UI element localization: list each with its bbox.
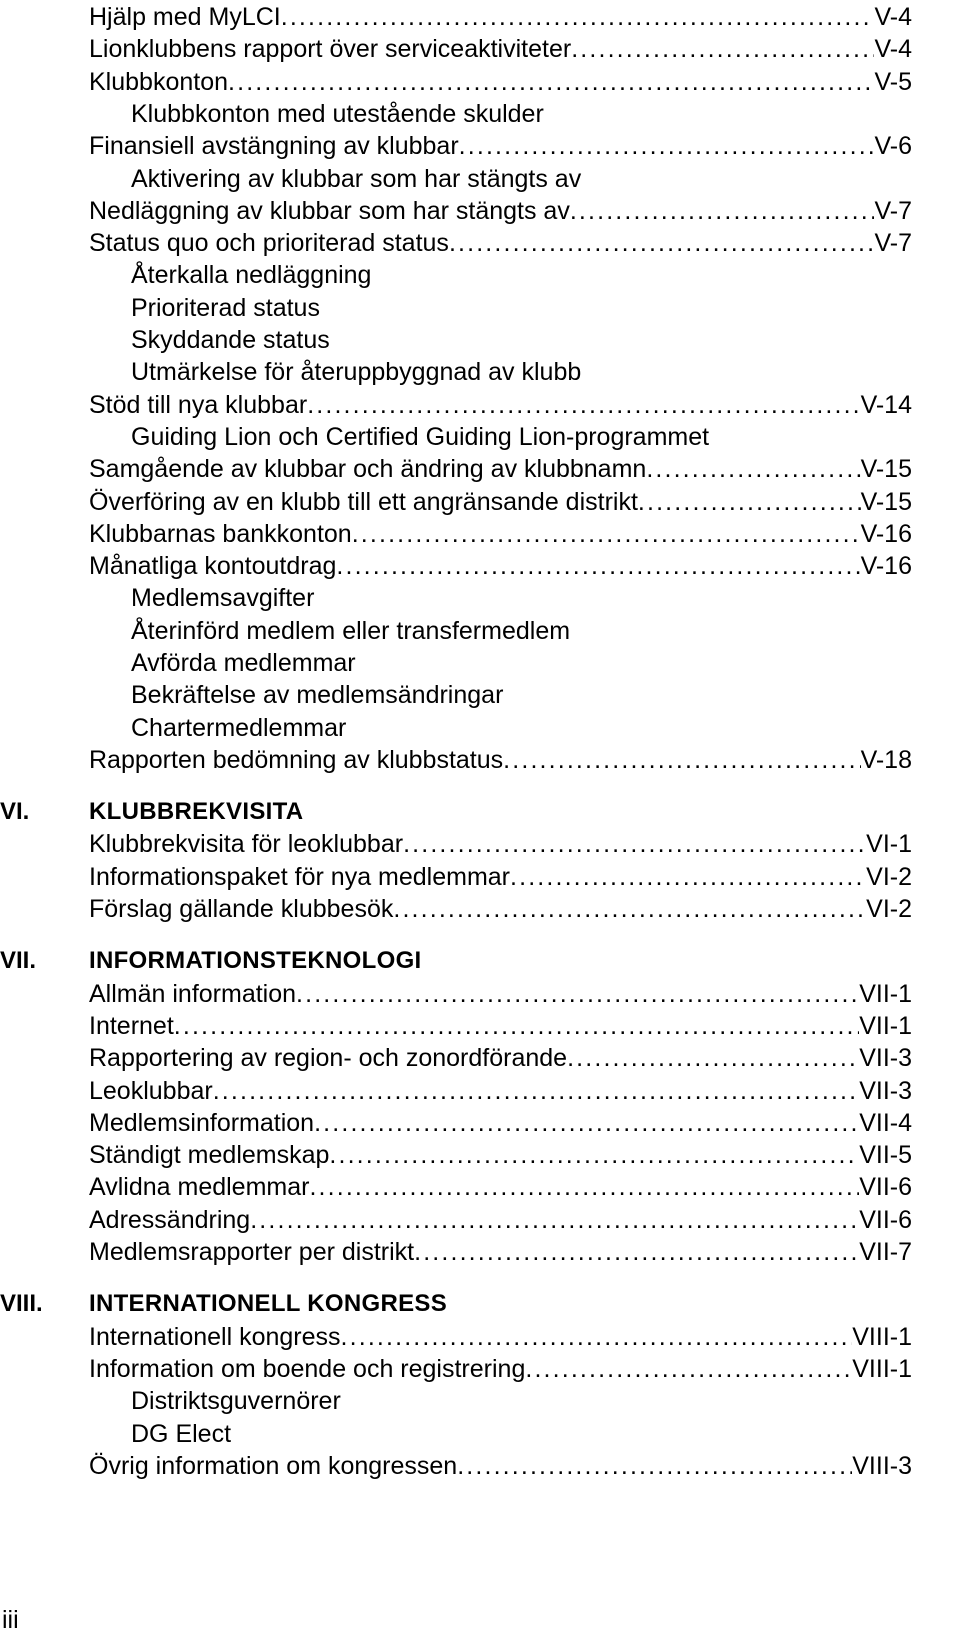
toc-entry[interactable]: [0, 1450, 960, 1482]
entry-title: Allmän information: [89, 980, 297, 1008]
toc-entry[interactable]: [0, 130, 960, 162]
entry-title: Stöd till nya klubbar: [89, 391, 308, 419]
entry-page-number: V-15: [860, 455, 912, 483]
entry-title: Ständigt medlemskap: [89, 1141, 330, 1169]
entry-page-number: V-16: [860, 552, 912, 580]
entry-title: Medlemsrapporter per distrikt: [89, 1238, 415, 1266]
entry-page-number: VIII-1: [852, 1323, 912, 1351]
dot-leader: [341, 1321, 853, 1353]
entry-page-number: V-14: [860, 391, 912, 419]
toc-entry[interactable]: [0, 1171, 960, 1203]
entry-title: Överföring av en klubb till ett angränsande distrikt: [89, 488, 638, 516]
toc-entry[interactable]: [0, 1385, 960, 1417]
dot-leader: [250, 1204, 859, 1236]
entry-title: Månatliga kontoutdrag: [89, 552, 337, 580]
toc-entry[interactable]: [0, 518, 960, 550]
entry-title: Klubbkonton med utestående skulder: [131, 100, 544, 128]
entry-title: Aktivering av klubbar som har stängts av: [131, 165, 582, 193]
entry-page-number: VII-6: [859, 1206, 912, 1234]
entry-title: Övrig information om kongressen: [89, 1452, 458, 1480]
section-heading: [0, 945, 960, 977]
dot-leader: [296, 978, 859, 1010]
section-title: KLUBBREKVISITA: [89, 798, 304, 825]
toc-entry[interactable]: [0, 1353, 960, 1385]
entry-title: Information om boende och registrering: [89, 1355, 526, 1383]
toc-entry[interactable]: [0, 259, 960, 291]
entry-page-number: V-4: [874, 3, 912, 31]
dot-leader: [525, 1353, 852, 1385]
entry-page-number: V-18: [860, 746, 912, 774]
entry-title: Informationspaket för nya medlemmar: [89, 863, 511, 891]
entry-page-number: VI-2: [866, 863, 912, 891]
toc-entry[interactable]: [0, 1, 960, 33]
toc-entry[interactable]: [0, 389, 960, 421]
entry-page-number: V-6: [874, 132, 912, 160]
toc-entry[interactable]: [0, 861, 960, 893]
dot-leader: [503, 744, 860, 776]
toc-entry[interactable]: [0, 33, 960, 65]
entry-title: Chartermedlemmar: [131, 714, 347, 742]
dot-leader: [307, 389, 860, 421]
entry-title: Klubbkonton: [89, 68, 229, 96]
entry-page-number: V-15: [860, 488, 912, 516]
toc-entry[interactable]: [0, 453, 960, 485]
toc-entry[interactable]: [0, 98, 960, 130]
toc-entry[interactable]: [0, 1236, 960, 1268]
entry-page-number: V-7: [874, 229, 912, 257]
entry-title: Återkalla nedläggning: [131, 261, 372, 289]
section-number: VIII.: [0, 1290, 43, 1317]
entry-page-number: VII-3: [859, 1044, 912, 1072]
entry-page-number: V-7: [874, 197, 912, 225]
dot-leader: [281, 1, 875, 33]
toc-entry[interactable]: [0, 163, 960, 195]
toc-entry[interactable]: [0, 356, 960, 388]
toc-entry[interactable]: [0, 978, 960, 1010]
entry-page-number: VI-2: [866, 895, 912, 923]
entry-title: Återinförd medlem eller transfermedlem: [131, 617, 571, 645]
entry-title: Avlidna medlemmar: [89, 1173, 310, 1201]
page-number: iii: [2, 1606, 19, 1634]
section-number: VI.: [0, 798, 30, 825]
entry-title: Hjälp med MyLCI: [89, 3, 281, 31]
entry-page-number: V-4: [874, 35, 912, 63]
toc-entry[interactable]: [0, 550, 960, 582]
entry-title: Utmärkelse för återuppbyggnad av klubb: [131, 358, 582, 386]
toc-entry[interactable]: [0, 486, 960, 518]
dot-leader: [646, 453, 860, 485]
dot-leader: [336, 550, 860, 582]
dot-leader: [459, 130, 875, 162]
dot-leader: [570, 195, 875, 227]
section-title: INTERNATIONELL KONGRESS: [89, 1290, 448, 1317]
toc-entry[interactable]: [0, 712, 960, 744]
toc-entry[interactable]: [0, 615, 960, 647]
dot-leader: [174, 1010, 859, 1042]
toc-entry[interactable]: [0, 1107, 960, 1139]
dot-leader: [567, 1042, 859, 1074]
toc-entry[interactable]: [0, 647, 960, 679]
entry-title: Skyddande status: [131, 326, 330, 354]
entry-title: Förslag gällande klubbesök: [89, 895, 394, 923]
toc-entry[interactable]: [0, 292, 960, 324]
toc-entry[interactable]: [0, 1042, 960, 1074]
toc-entry[interactable]: [0, 195, 960, 227]
entry-page-number: VIII-1: [852, 1355, 912, 1383]
toc-entry[interactable]: [0, 227, 960, 259]
entry-title: Status quo och prioriterad status: [89, 229, 449, 257]
entry-page-number: VII-3: [859, 1077, 912, 1105]
dot-leader: [228, 66, 874, 98]
entry-page-number: V-16: [860, 520, 912, 548]
dot-leader: [352, 518, 861, 550]
entry-title: Leoklubbar: [89, 1077, 213, 1105]
dot-leader: [571, 33, 874, 65]
entry-page-number: VII-5: [859, 1141, 912, 1169]
section-title: INFORMATIONSTEKNOLOGI: [89, 947, 422, 974]
dot-leader: [414, 1236, 859, 1268]
toc-entry[interactable]: [0, 1418, 960, 1450]
section-number: VII.: [0, 947, 37, 974]
entry-title: Klubbrekvisita för leoklubbar: [89, 830, 404, 858]
dot-leader: [638, 486, 861, 518]
entry-title: Nedläggning av klubbar som har stängts av: [89, 197, 570, 225]
dot-leader: [309, 1171, 859, 1203]
dot-leader: [213, 1075, 859, 1107]
entry-title: Guiding Lion och Certified Guiding Lion-programmet: [131, 423, 710, 451]
entry-title: Distriktsguvernörer: [131, 1387, 341, 1415]
toc-entry[interactable]: [0, 893, 960, 925]
entry-page-number: VII-1: [859, 980, 912, 1008]
section-heading: [0, 1288, 960, 1320]
toc-entry[interactable]: [0, 679, 960, 711]
dot-leader: [449, 227, 875, 259]
entry-title: Medlemsinformation: [89, 1109, 315, 1137]
toc-entry[interactable]: [0, 1321, 960, 1353]
toc-entry[interactable]: [0, 1139, 960, 1171]
toc-entry[interactable]: [0, 324, 960, 356]
entry-page-number: VII-1: [859, 1012, 912, 1040]
dot-leader: [403, 828, 866, 860]
entry-title: Medlemsavgifter: [131, 584, 315, 612]
toc-entry[interactable]: [0, 1204, 960, 1236]
entry-title: Internet: [89, 1012, 174, 1040]
entry-page-number: VI-1: [866, 830, 912, 858]
dot-leader: [329, 1139, 859, 1171]
entry-page-number: V-5: [874, 68, 912, 96]
entry-title: Adressändring: [89, 1206, 251, 1234]
entry-title: Samgående av klubbar och ändring av klubbnamn: [89, 455, 647, 483]
toc-entry[interactable]: [0, 828, 960, 860]
entry-title: DG Elect: [131, 1420, 232, 1448]
entry-title: Klubbarnas bankkonton: [89, 520, 352, 548]
toc-entry[interactable]: [0, 582, 960, 614]
entry-title: Internationell kongress: [89, 1323, 341, 1351]
toc-entry[interactable]: [0, 1075, 960, 1107]
dot-leader: [510, 861, 866, 893]
dot-leader: [314, 1107, 859, 1139]
entry-title: Prioriterad status: [131, 294, 320, 322]
entry-title: Rapportering av region- och zonordförande: [89, 1044, 568, 1072]
entry-title: Rapporten bedömning av klubbstatus: [89, 746, 504, 774]
dot-leader: [393, 893, 866, 925]
entry-page-number: VII-4: [859, 1109, 912, 1137]
toc-entry[interactable]: [0, 1010, 960, 1042]
toc-entry[interactable]: [0, 421, 960, 453]
dot-leader: [457, 1450, 852, 1482]
entry-title: Bekräftelse av medlemsändringar: [131, 681, 504, 709]
section-heading: [0, 796, 960, 828]
entry-page-number: VIII-3: [852, 1452, 912, 1480]
entry-title: Avförda medlemmar: [131, 649, 356, 677]
entry-page-number: VII-7: [859, 1238, 912, 1266]
entry-page-number: VII-6: [859, 1173, 912, 1201]
entry-title: Lionklubbens rapport över serviceaktiviteter: [89, 35, 572, 63]
entry-title: Finansiell avstängning av klubbar: [89, 132, 459, 160]
toc-entry[interactable]: [0, 744, 960, 776]
toc-entry[interactable]: [0, 66, 960, 98]
